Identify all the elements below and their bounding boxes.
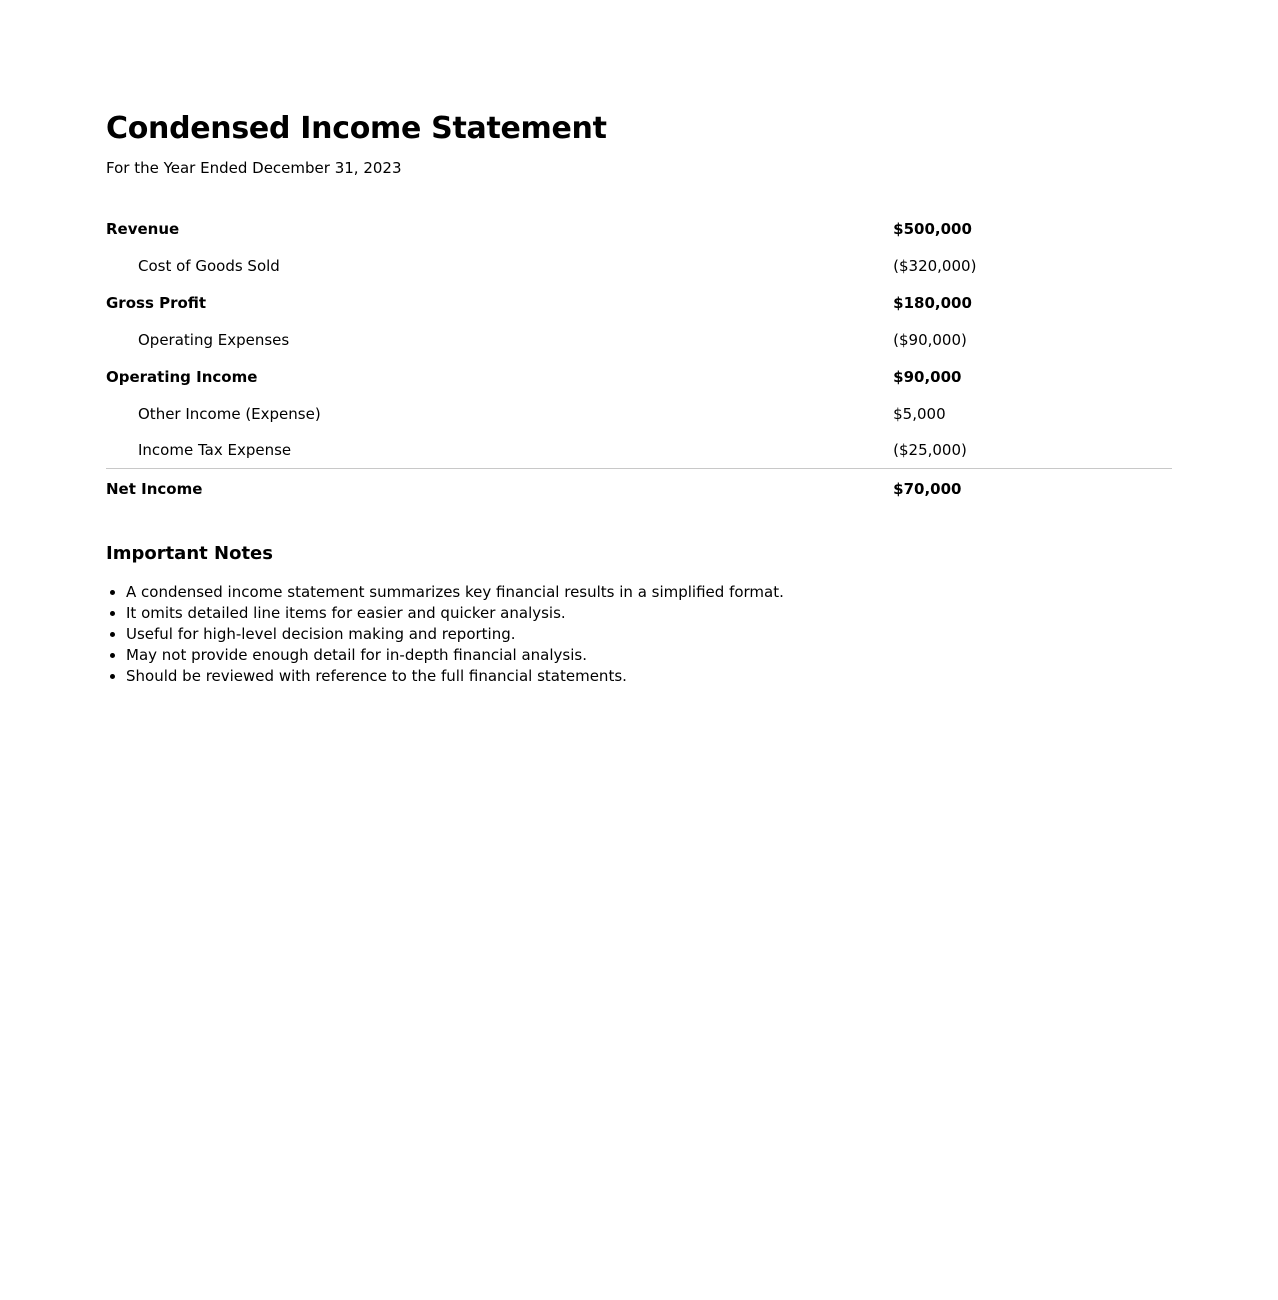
net-income-row: [106, 469, 1172, 510]
notes-list: [106, 582, 1172, 687]
row-label: Other Income (Expense): [138, 404, 321, 423]
income-statement-table: [106, 210, 1172, 509]
notes-heading: Important Notes: [106, 543, 273, 564]
list-item: • A condensed income statement summarizes key financial results in a simplified format.: [126, 582, 1172, 603]
row-label: Income Tax Expense: [106, 432, 893, 469]
row-label: Operating Income: [106, 367, 258, 386]
table-row: [106, 247, 1172, 284]
list-item: • Useful for high-level decision making and reporting.: [126, 624, 1172, 645]
row-amount: $5,000: [893, 404, 946, 423]
table-row: [106, 358, 1172, 395]
row-label: Gross Profit: [106, 293, 207, 312]
list-item: • May not provide enough detail for in-depth financial analysis.: [126, 645, 1172, 666]
row-amount: ($25,000): [893, 432, 1172, 469]
list-item: • It omits detailed line items for easier and quicker analysis.: [126, 603, 1172, 624]
row-amount: ($90,000): [893, 330, 967, 349]
row-label: Cost of Goods Sold: [138, 256, 280, 275]
row-amount: $180,000: [893, 293, 972, 312]
table-row: [106, 432, 1172, 469]
row-amount: ($320,000): [893, 256, 977, 275]
row-amount: $70,000: [893, 480, 962, 498]
page-title: Condensed Income Statement: [106, 111, 607, 146]
row-label: Net Income: [106, 480, 203, 498]
row-amount: $90,000: [893, 367, 962, 386]
table-row: [106, 284, 1172, 321]
row-label: Operating Expenses: [138, 330, 290, 349]
row-amount: $500,000: [893, 219, 972, 238]
table-row: [106, 321, 1172, 358]
table-row: [106, 210, 1172, 247]
list-item: • Should be reviewed with reference to the full financial statements.: [126, 666, 1172, 687]
row-label: Revenue: [106, 219, 180, 238]
table-row: [106, 395, 1172, 432]
period-subtitle: For the Year Ended December 31, 2023: [106, 159, 402, 177]
